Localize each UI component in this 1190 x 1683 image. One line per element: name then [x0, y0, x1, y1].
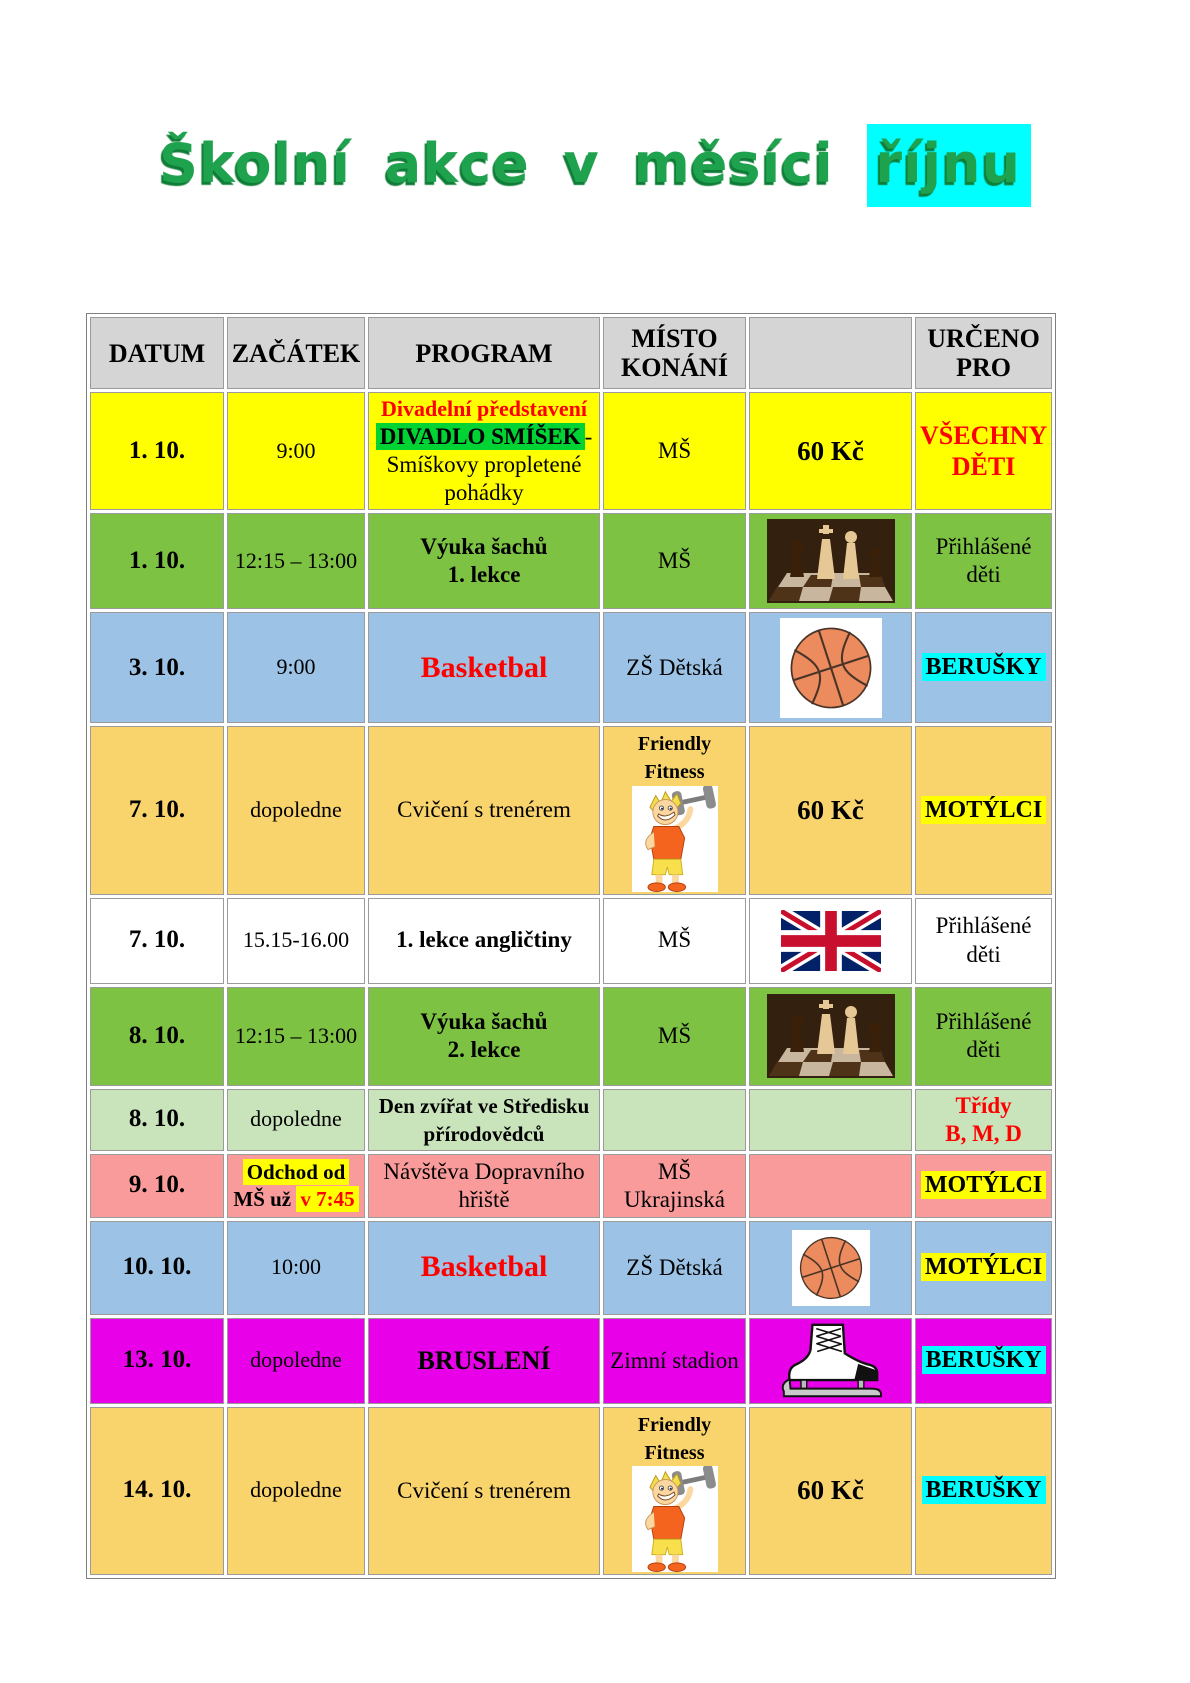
text-run: MOTÝLCI — [921, 1253, 1046, 1281]
cell-urceno — [915, 1318, 1052, 1404]
text-run: 10:00 — [270, 1254, 322, 1280]
cell-urceno — [915, 726, 1052, 894]
text-run: dopoledne — [250, 1347, 342, 1373]
uk-flag-icon — [781, 910, 881, 972]
cell-misto — [603, 513, 746, 609]
events-table — [86, 313, 1056, 1579]
text-run: 1. lekce — [447, 562, 521, 588]
header-row — [90, 317, 1052, 389]
cell-misto — [603, 898, 746, 984]
text-run: Odchod od — [243, 1159, 350, 1185]
cell-program — [368, 513, 600, 609]
date-text: 1. 10. — [128, 547, 186, 575]
text-run: Výuka šachů — [420, 1008, 548, 1034]
cell-datum — [90, 1089, 224, 1151]
cell-urceno — [915, 1221, 1052, 1315]
table-row — [90, 987, 1052, 1086]
text-run: Cvičení s trenérem — [397, 797, 571, 823]
cell-extra — [749, 612, 912, 723]
date-text: 9. 10. — [128, 1171, 186, 1199]
text-run: B, M, D — [945, 1120, 1022, 1146]
text-run: Třídy — [955, 1092, 1012, 1118]
text-run: Přihlášené — [935, 534, 1032, 560]
cell-program — [368, 1318, 600, 1404]
text-run: Ukrajinská — [624, 1186, 725, 1212]
text-run: Zimní stadion — [610, 1347, 739, 1373]
text-run: 60 Kč — [797, 794, 864, 825]
text-run: 15.15-16.00 — [242, 927, 350, 953]
cell-urceno — [915, 1407, 1052, 1575]
text-run: Smíškovy propletené pohádky — [386, 452, 582, 506]
cell-misto — [603, 1221, 746, 1315]
text-run: 9:00 — [276, 437, 316, 463]
cell-datum — [90, 1318, 224, 1404]
cell-misto — [603, 1407, 746, 1575]
text-run: MŠ už — [233, 1186, 297, 1211]
cell-extra — [749, 1154, 912, 1218]
chess-icon — [767, 994, 895, 1078]
fitness-icon — [632, 786, 718, 892]
cell-datum — [90, 1221, 224, 1315]
cell-urceno — [915, 392, 1052, 510]
cell-zacatek — [227, 392, 365, 510]
cell-misto — [603, 987, 746, 1086]
header-cell-blank — [749, 317, 912, 389]
cell-datum — [90, 987, 224, 1086]
cell-datum — [90, 1407, 224, 1575]
text-run: ZŠ Dětská — [626, 654, 723, 680]
chess-icon — [767, 519, 895, 603]
title-main: Školní akce v měsíci — [159, 132, 834, 195]
header-cell-datum: DATUM — [90, 317, 224, 389]
table-body — [90, 392, 1052, 1574]
cell-extra — [749, 1407, 912, 1575]
date-text: 7. 10. — [128, 926, 186, 954]
text-run: děti — [966, 562, 1001, 588]
text-run: Návštěva Dopravního — [383, 1158, 585, 1184]
text-run: Basketbal — [420, 1250, 548, 1284]
header-cell-m-sto-kon-n-: MÍSTO KONÁNÍ — [603, 317, 746, 389]
cell-datum — [90, 513, 224, 609]
text-run: děti — [966, 941, 1001, 967]
cell-program — [368, 1221, 600, 1315]
date-text: 3. 10. — [128, 653, 186, 681]
text-run: - — [584, 424, 593, 450]
table-row — [90, 392, 1052, 510]
text-run: MŠ — [657, 548, 692, 574]
text-run: Basketbal — [420, 650, 548, 684]
text-run: MŠ — [657, 927, 692, 953]
basketball-icon — [780, 618, 882, 718]
text-run: přírodovědců — [423, 1121, 545, 1146]
text-run: BRUSLENÍ — [417, 1345, 551, 1375]
cell-misto — [603, 726, 746, 894]
text-run: Divadelní představení — [381, 396, 587, 422]
cell-zacatek — [227, 1318, 365, 1404]
cell-zacatek — [227, 1154, 365, 1218]
date-text: 1. 10. — [128, 437, 186, 465]
cell-urceno — [915, 612, 1052, 723]
cell-extra — [749, 392, 912, 510]
header-cell-ur-eno-pro: URČENO PRO — [915, 317, 1052, 389]
cell-zacatek — [227, 612, 365, 723]
date-text: 7. 10. — [128, 796, 186, 824]
cell-misto — [603, 1318, 746, 1404]
table-row — [90, 898, 1052, 984]
text-run: MŠ — [657, 438, 692, 464]
cell-misto — [603, 1154, 746, 1218]
text-run: Friendly Fitness — [637, 1413, 712, 1464]
text-run: MŠ — [657, 1158, 692, 1184]
text-run: 9:00 — [276, 654, 316, 680]
cell-program — [368, 1407, 600, 1575]
text-run: dopoledne — [250, 797, 342, 823]
text-run: 1. lekce angličtiny — [396, 927, 572, 953]
page-title — [0, 132, 1190, 195]
cell-zacatek — [227, 1407, 365, 1575]
title-highlight: říjnu — [867, 124, 1031, 207]
text-run: 60 Kč — [797, 435, 864, 466]
header-cell-program: PROGRAM — [368, 317, 600, 389]
text-run: BERUŠKY — [922, 1346, 1046, 1374]
cell-datum — [90, 1154, 224, 1218]
cell-program — [368, 898, 600, 984]
text-run: VŠECHNY — [920, 420, 1048, 450]
cell-misto — [603, 612, 746, 723]
text-run: Den zvířat ve Středisku — [378, 1093, 590, 1118]
cell-zacatek — [227, 898, 365, 984]
cell-datum — [90, 898, 224, 984]
cell-extra — [749, 513, 912, 609]
date-text: 8. 10. — [128, 1105, 186, 1133]
text-run: MOTÝLCI — [921, 796, 1046, 824]
basketball-icon — [792, 1230, 870, 1306]
cell-zacatek — [227, 987, 365, 1086]
text-run: DIVADLO SMÍŠEK — [376, 423, 585, 450]
text-run: Cvičení s trenérem — [397, 1477, 571, 1503]
date-text: 14. 10. — [122, 1476, 192, 1504]
text-run: 60 Kč — [797, 1475, 864, 1506]
table-row — [90, 1407, 1052, 1575]
table-row — [90, 1221, 1052, 1315]
cell-urceno — [915, 1089, 1052, 1151]
text-run: MOTÝLCI — [921, 1171, 1046, 1199]
date-text: 10. 10. — [122, 1253, 192, 1281]
cell-zacatek — [227, 1089, 365, 1151]
cell-datum — [90, 612, 224, 723]
table-row — [90, 726, 1052, 894]
cell-zacatek — [227, 1221, 365, 1315]
cell-program — [368, 392, 600, 510]
cell-urceno — [915, 987, 1052, 1086]
table-row — [90, 1089, 1052, 1151]
cell-datum — [90, 392, 224, 510]
date-text: 8. 10. — [128, 1021, 186, 1049]
table-row — [90, 513, 1052, 609]
text-run: ZŠ Dětská — [626, 1254, 723, 1280]
text-run: BERUŠKY — [922, 1476, 1046, 1504]
cell-program — [368, 987, 600, 1086]
text-run: dopoledne — [250, 1477, 342, 1503]
cell-misto — [603, 392, 746, 510]
header-cell-za-tek: ZAČÁTEK — [227, 317, 365, 389]
text-run: Výuka šachů — [420, 534, 548, 560]
text-run: Přihlášené — [935, 1008, 1032, 1034]
cell-program — [368, 726, 600, 894]
table-row — [90, 612, 1052, 723]
cell-extra — [749, 1221, 912, 1315]
text-run: v 7:45 — [296, 1186, 358, 1212]
cell-urceno — [915, 513, 1052, 609]
cell-extra — [749, 726, 912, 894]
table-row — [90, 1318, 1052, 1404]
cell-extra — [749, 1318, 912, 1404]
text-run: Přihlášené — [935, 913, 1032, 939]
cell-extra — [749, 898, 912, 984]
date-text: 13. 10. — [122, 1346, 192, 1374]
text-run: dopoledne — [250, 1106, 342, 1132]
text-run: 12:15 – 13:00 — [234, 1022, 358, 1048]
table-header — [90, 317, 1052, 389]
skate-icon — [775, 1321, 887, 1401]
table-row — [90, 1154, 1052, 1218]
text-run: děti — [966, 1037, 1001, 1062]
cell-extra — [749, 1089, 912, 1151]
text-run: MŠ — [657, 1022, 692, 1048]
cell-program — [368, 1089, 600, 1151]
text-run: 12:15 – 13:00 — [234, 547, 358, 573]
text-run: DĚTI — [951, 452, 1016, 482]
text-run: 2. lekce — [447, 1037, 521, 1062]
text-run: BERUŠKY — [922, 653, 1046, 681]
cell-program — [368, 1154, 600, 1218]
cell-urceno — [915, 898, 1052, 984]
cell-urceno — [915, 1154, 1052, 1218]
text-run: hřiště — [458, 1186, 510, 1212]
cell-zacatek — [227, 726, 365, 894]
cell-misto — [603, 1089, 746, 1151]
cell-datum — [90, 726, 224, 894]
fitness-icon — [632, 1466, 718, 1572]
cell-program — [368, 612, 600, 723]
cell-extra — [749, 987, 912, 1086]
text-run: Friendly Fitness — [637, 733, 712, 784]
cell-zacatek — [227, 513, 365, 609]
